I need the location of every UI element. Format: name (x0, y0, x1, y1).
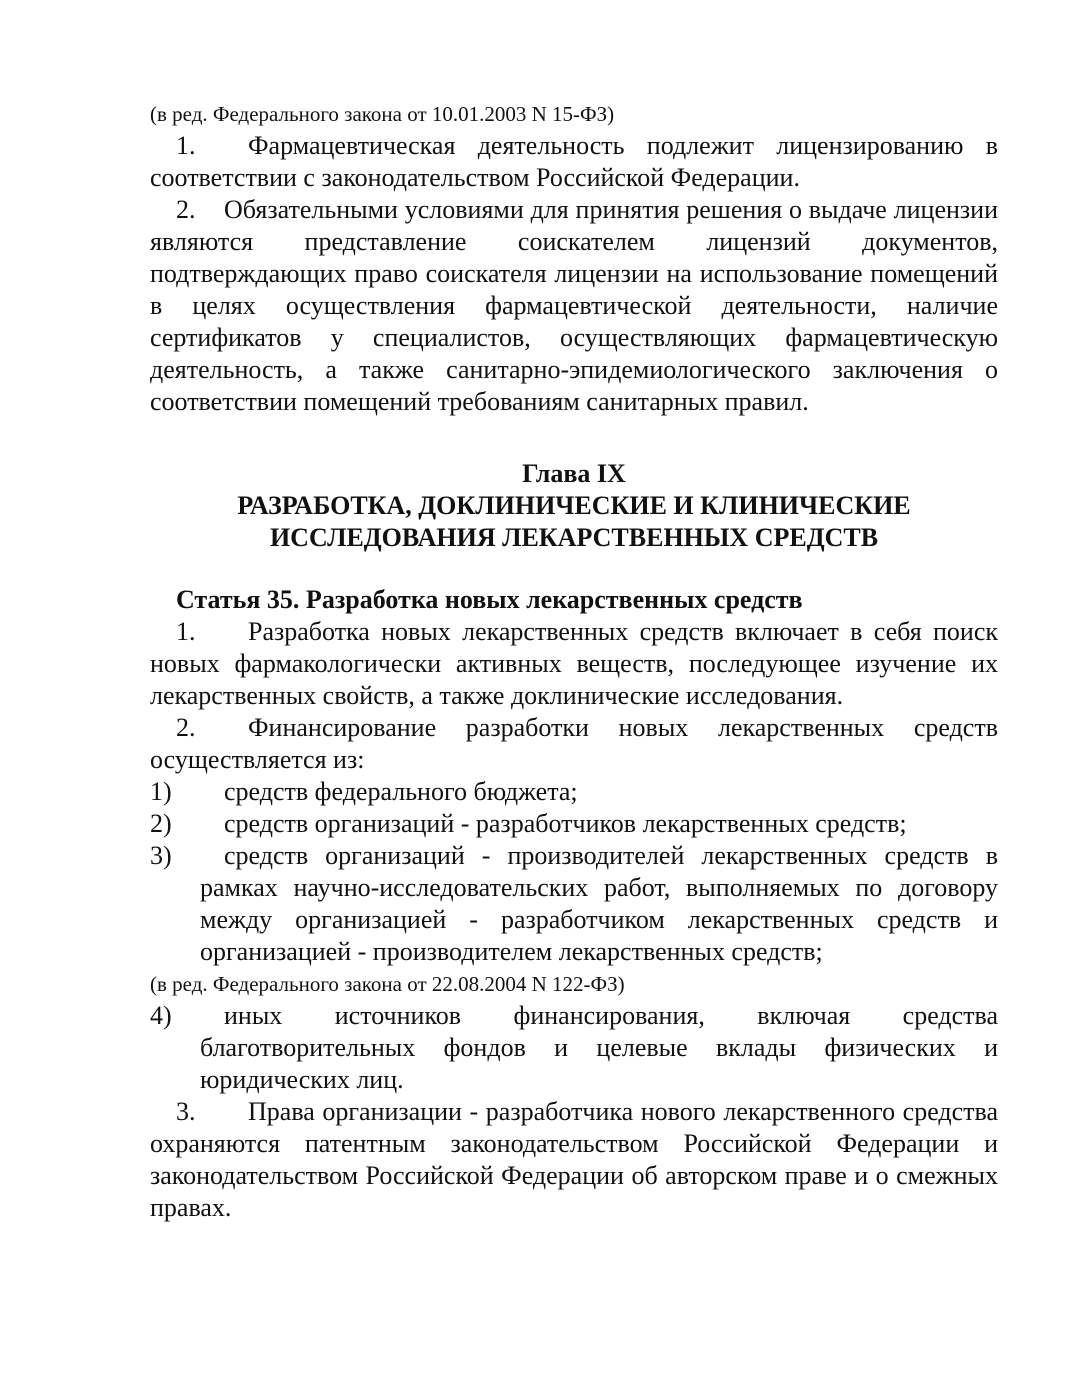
list-item-3 (150, 840, 998, 968)
spacer (150, 418, 998, 458)
amendment-note: (в ред. Федерального закона от 10.01.2003 N 15-ФЗ) (150, 102, 615, 126)
paragraph-text: Права организации - разработчика нового лекарственного средства охраняются патентным законодательством Российской Федерации и законодательством Российской Федерации об авторском праве и о смежных правах. (150, 1097, 998, 1222)
chapter-title-line-2: ИССЛЕДОВАНИЯ ЛЕКАРСТВЕННЫХ СРЕДСТВ (269, 523, 879, 552)
list-item-number: 3) (150, 841, 172, 870)
chapter-title-line-1: РАЗРАБОТКА, ДОКЛИНИЧЕСКИЕ И КЛИНИЧЕСКИЕ (237, 491, 911, 520)
paragraph-number: 3. (176, 1097, 196, 1126)
list-item-text: средств федерального бюджета; (224, 777, 578, 806)
list-item-text: средств организаций - разработчиков лекарственных средств; (224, 809, 907, 838)
paragraph-text: Фармацевтическая деятельность подлежит лицензированию в соответствии с законодательством Российской Федерации. (150, 131, 998, 192)
article-paragraph-3 (150, 1096, 998, 1224)
paragraph-number: 2. (176, 195, 196, 224)
list-item-4 (150, 1000, 998, 1096)
paragraph-text: Разработка новых лекарственных средств включает в себя поиск новых фармакологически активных веществ, последующее изучение их лекарственных свойств, а также доклинические исследования. (150, 617, 998, 710)
list-item-number: 2) (150, 809, 172, 838)
paragraph-number: 1. (176, 131, 196, 160)
paragraph-1 (150, 130, 998, 194)
paragraph-number: 1. (176, 617, 196, 646)
paragraph-text: Финансирование разработки новых лекарственных средств осуществляется из: (150, 713, 998, 774)
spacer (150, 554, 998, 584)
list-item-number: 1) (150, 777, 172, 806)
list-item-text: иных источников финансирования, включая средства благотворительных фондов и целевые вклады физических и юридических лиц. (200, 1001, 998, 1094)
chapter-label: Глава IX (522, 459, 626, 488)
document-page (150, 98, 998, 1224)
list-item-1 (150, 776, 998, 808)
list-item-2 (150, 808, 998, 840)
article-paragraph-2 (150, 712, 998, 776)
amendment-note: (в ред. Федерального закона от 22.08.2004 N 122-ФЗ) (150, 972, 625, 996)
paragraph-number: 2. (176, 713, 196, 742)
list-item-text: средств организаций - производителей лекарственных средств в рамках научно-исследовательских работ, выполняемых по договору между организацией - разработчиком лекарственных средств и организацией - производителем лекарственных средств; (200, 841, 998, 966)
paragraph-2 (150, 194, 998, 418)
paragraph-text: Обязательными условиями для принятия решения о выдаче лицензии являются представление соискателем лицензий документов, подтверждающих право соискателя лицензии на использование помещений в целях осуществления фармацевтической деятельности, наличие сертификатов у специалистов, осуществляющих фармацевтическую деятельность, а также санитарно-эпидемиологического заключения о соответствии помещений требованиям санитарных правил. (150, 195, 998, 416)
article-paragraph-1 (150, 616, 998, 712)
list-item-number: 4) (150, 1001, 172, 1030)
article-title: Статья 35. Разработка новых лекарственных средств (176, 585, 803, 614)
